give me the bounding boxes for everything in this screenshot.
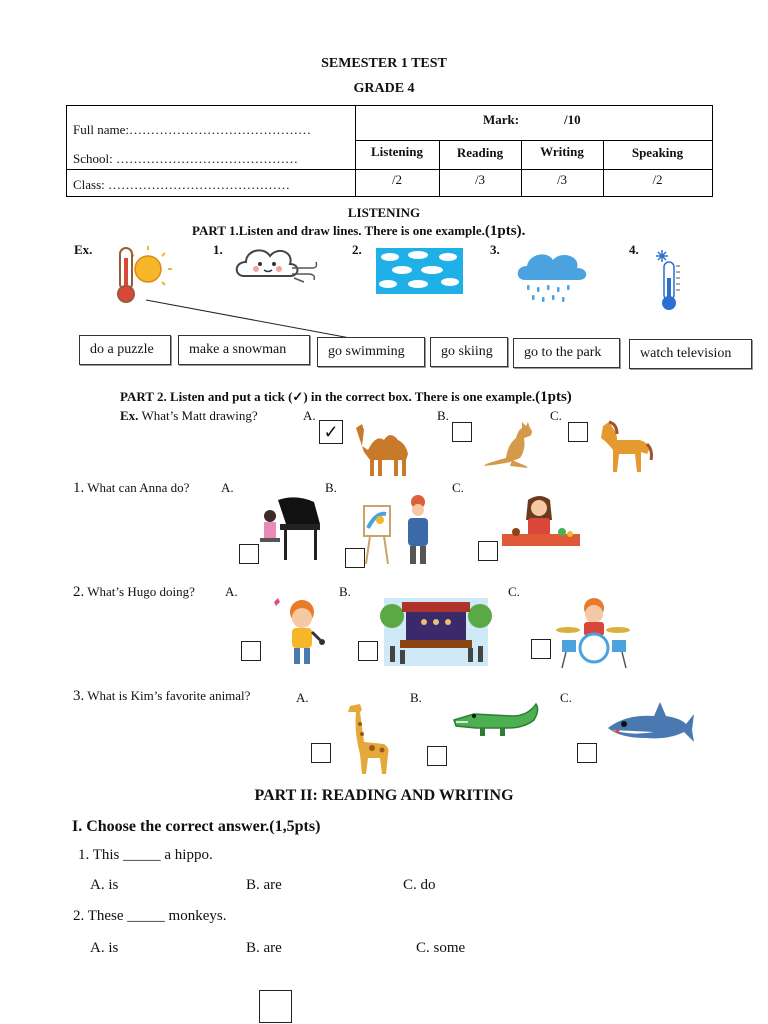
q1-option-a: A. xyxy=(221,480,234,495)
skill-speaking: Speaking xyxy=(631,145,684,160)
camel-icon xyxy=(350,420,416,478)
q2-option-c: C. xyxy=(508,584,520,599)
full-name-field[interactable]: Full name:…………………………………… xyxy=(73,122,311,137)
pic-label-3: 3. xyxy=(490,242,500,257)
q3-option-c: C. xyxy=(560,690,572,705)
activity-go-swimming[interactable]: go swimming xyxy=(317,337,425,367)
reading-writing-heading: PART II: READING AND WRITING xyxy=(254,787,514,804)
skill-listening: Listening xyxy=(370,144,423,159)
q3-checkbox-a[interactable] xyxy=(311,743,331,763)
question-1 xyxy=(73,480,189,497)
singing-boy-icon xyxy=(272,598,330,668)
part1-points: (1pts). xyxy=(484,223,526,239)
q2-option-b: B. xyxy=(339,584,351,599)
q3-option-b: B. xyxy=(410,690,422,705)
mark-label: Mark: xyxy=(483,112,520,127)
question-3 xyxy=(73,688,250,705)
piano-girl-icon xyxy=(256,494,322,562)
item-1-option-c[interactable]: C. do xyxy=(403,877,436,893)
question-3-text: What is Kim’s favorite animal? xyxy=(87,688,251,703)
q1-checkbox-b[interactable] xyxy=(345,548,365,568)
section1-title: I. Choose the correct answer.(1,5pts) xyxy=(72,818,321,835)
kangaroo-icon xyxy=(482,420,538,470)
answer-box[interactable] xyxy=(259,990,292,1023)
pic-label-1: 1. xyxy=(213,242,223,257)
skill-reading: Reading xyxy=(456,145,504,160)
part2-points: (1pts) xyxy=(535,389,572,405)
example-question-text: What’s Matt drawing? xyxy=(141,408,258,423)
activity-go-skiing[interactable]: go skiing xyxy=(430,337,508,367)
crocodile-icon xyxy=(452,700,544,740)
example-checkbox-b[interactable] xyxy=(452,422,472,442)
q2-checkbox-c[interactable] xyxy=(531,639,551,659)
question-1-number: 1. xyxy=(73,480,85,496)
q2-checkbox-b[interactable] xyxy=(358,641,378,661)
question-2 xyxy=(73,584,195,601)
example-question xyxy=(120,408,258,424)
q1-checkbox-c[interactable] xyxy=(478,541,498,561)
q3-checkbox-b[interactable] xyxy=(427,746,447,766)
q1-option-b: B. xyxy=(325,480,337,495)
score-listening[interactable]: /2 xyxy=(391,172,403,187)
activity-watch-television[interactable]: watch television xyxy=(629,339,752,369)
question-3-number: 3. xyxy=(73,688,85,704)
q3-checkbox-c[interactable] xyxy=(577,743,597,763)
part1-instruction: PART 1.Listen and draw lines. There is one example. xyxy=(192,223,485,238)
cooking-girl-icon xyxy=(502,492,580,548)
score-speaking[interactable]: /2 xyxy=(652,172,663,187)
stage-icon xyxy=(384,598,488,666)
question-2-number: 2. xyxy=(73,584,85,600)
example-option-c: C. xyxy=(550,408,562,423)
activity-make-a-snowman[interactable]: make a snowman xyxy=(178,335,310,365)
test-title: SEMESTER 1 TEST xyxy=(321,56,447,71)
q1-checkbox-a[interactable] xyxy=(239,544,259,564)
example-checkbox-c[interactable] xyxy=(568,422,588,442)
pic-label-2: 2. xyxy=(352,242,362,257)
question-1-text: What can Anna do? xyxy=(87,480,190,495)
q1-option-c: C. xyxy=(452,480,464,495)
example-option-a: A. xyxy=(303,408,316,423)
example-checkbox-a[interactable]: ✓ xyxy=(319,420,343,444)
score-writing[interactable]: /3 xyxy=(556,172,568,187)
shark-icon xyxy=(606,700,696,746)
item-1-option-b[interactable]: B. are xyxy=(246,877,282,893)
pic-label-ex: Ex. xyxy=(74,242,93,257)
item-1-stem: 1. This _____ a hippo. xyxy=(78,847,213,863)
q2-checkbox-a[interactable] xyxy=(241,641,261,661)
activity-go-to-the-park[interactable]: go to the park xyxy=(513,338,620,368)
part2-instruction: PART 2. Listen and put a tick (✓) in the correct box. There is one example. xyxy=(120,389,536,404)
listening-heading: LISTENING xyxy=(347,205,421,220)
school-field[interactable]: School: …………………………………… xyxy=(73,151,298,166)
part2-title xyxy=(120,389,572,406)
item-2-stem: 2. These _____ monkeys. xyxy=(73,908,227,924)
score-reading[interactable]: /3 xyxy=(474,172,486,187)
mark-total: /10 xyxy=(564,112,581,127)
activity-do-a-puzzle[interactable]: do a puzzle xyxy=(79,335,171,365)
item-2-option-a[interactable]: A. is xyxy=(90,940,119,956)
pic-label-4: 4. xyxy=(629,242,639,257)
example-option-b: B. xyxy=(437,408,449,423)
giraffe-icon xyxy=(340,702,394,776)
horse-icon xyxy=(595,420,653,474)
item-1-option-a[interactable]: A. is xyxy=(90,877,119,893)
drummer-boy-icon xyxy=(556,596,630,668)
item-2-option-c[interactable]: C. some xyxy=(416,940,466,956)
q3-option-a: A. xyxy=(296,690,309,705)
painter-icon xyxy=(360,492,434,566)
q2-option-a: A. xyxy=(225,584,238,599)
example-label: Ex. xyxy=(120,408,139,423)
skill-writing: Writing xyxy=(540,144,584,159)
grade-title: GRADE 4 xyxy=(353,81,415,96)
item-2-option-b[interactable]: B. are xyxy=(246,940,282,956)
class-field[interactable]: Class: …………………………………… xyxy=(73,177,291,192)
question-2-text: What’s Hugo doing? xyxy=(87,584,195,599)
